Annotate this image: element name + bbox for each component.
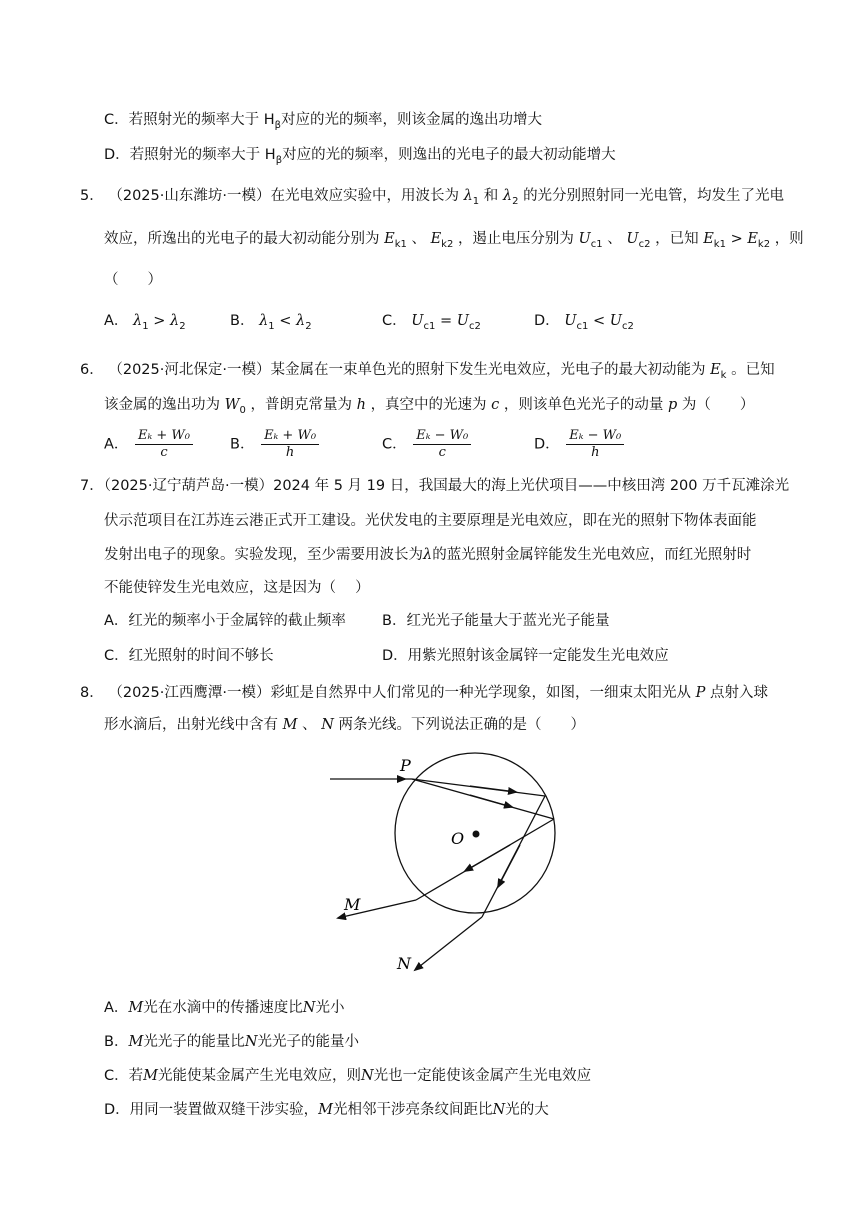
center-dot: [473, 831, 480, 838]
q7-option-d: D．用紫光照射该金属锌一定能发生光电效应: [382, 648, 669, 664]
q5-line-2: 效应，所逸出的光电子的最大初动能分别为 $E_{k1}$ 、 $E_{k2}$ ，遏止电压分别为 $U_{c1}$ 、 $U_{c2}$ ，已知 $E_{k1} > E_{k2}$ ，则: [104, 231, 804, 250]
q7-line-2: 伏示范项目在江苏连云港正式开工建设。光伏发电的主要原理是光电效应，即在光的照射下物体表面能: [104, 513, 757, 529]
q6-option-a: A． $\frac{\text{Eₖ + W₀}}{c}$: [104, 428, 195, 461]
q8-line-1: 8． （2025·江西鹰潭·一模）彩虹是自然界中人们常见的一种光学现象，如图，一细束太阳光从 P 点射入球: [80, 685, 768, 701]
q5-option-d: D． $U_{c1} < U_{c2}$: [534, 313, 634, 332]
q5-option-c: C． $U_{c1} = U_{c2}$: [382, 313, 481, 332]
q6-option-d: D． $\frac{\text{Eₖ − W₀}}{h}$: [534, 428, 626, 461]
q8-option-b: B．M光光子的能量比N光光子的能量小: [104, 1034, 359, 1050]
rainbow-droplet-diagram: [320, 750, 580, 990]
q6-option-c: C． $\frac{\text{Eₖ − W₀}}{c}$: [382, 428, 473, 461]
q7-line-1: 7．（2025·辽宁葫芦岛·一模）2024 年 5 月 19 日，我国最大的海上光伏项目——中核田湾 200 万千瓦滩涂光: [80, 478, 790, 494]
exit-ray-n: [415, 917, 482, 970]
q7-option-a: A．红光的频率小于金属锌的截止频率: [104, 613, 346, 629]
q8-line-2: 形水滴后，出射光线中含有 M 、 N 两条光线。下列说法正确的是（ ）: [104, 717, 585, 733]
fraction: $\frac{\text{Eₖ + W₀}}{c}$: [135, 428, 193, 461]
label-n: N: [397, 954, 411, 973]
label-o: O: [451, 829, 465, 848]
q5-option-b: B． $\lambda_1 < \lambda_2$: [230, 313, 312, 332]
q8-option-d: D．用同一装置做双缝干涉实验，M光相邻干涉亮条纹间距比N光的大: [104, 1102, 549, 1118]
q7-line-4: 不能使锌发生光电效应，这是因为（ ）: [104, 580, 370, 596]
q8-option-a: A．M光在水滴中的传播速度比N光小: [104, 1000, 345, 1016]
label-p: P: [400, 756, 411, 775]
q7-line-3: 发射出电子的现象。实验发现，至少需要用波长为λ的蓝光照射金属锌能发生光电效应，而红光照射时: [104, 547, 752, 563]
q4-option-c: C．若照射光的频率大于 $H_\beta$对应的光的频率，则该金属的逸出功增大: [104, 112, 543, 131]
q5-option-a: A． $\lambda_1 > \lambda_2$: [104, 313, 186, 332]
q6-line-1: 6． （2025·河北保定·一模）某金属在一束单色光的照射下发生光电效应，光电子的最大初动能为 $E_k$ 。已知: [80, 362, 775, 381]
q7-option-b: B．红光光子能量大于蓝光光子能量: [382, 613, 610, 629]
q5-line-1: 5． （2025·山东潍坊·一模）在光电效应实验中，用波长为 $\lambda_1$ 和 $\lambda_2$ 的光分别照射同一光电管，均发生了光电: [80, 188, 785, 207]
q6-option-b: B． $\frac{\text{Eₖ + W₀}}{h}$: [230, 428, 321, 461]
label-m: M: [344, 895, 361, 914]
q4-option-d: D．若照射光的频率大于 $H_\beta$对应的光的频率，则逸出的光电子的最大初动能增大: [104, 147, 616, 166]
fraction: $\frac{\text{Eₖ − W₀}}{c}$: [413, 428, 471, 461]
q5-line-3: （ ）: [104, 272, 162, 288]
q8-option-c: C．若M光能使某金属产生光电效应，则N光也一定能使该金属产生光电效应: [104, 1068, 592, 1084]
q7-option-c: C．红光照射的时间不够长: [104, 648, 274, 664]
fraction: $\frac{\text{Eₖ − W₀}}{h}$: [566, 428, 624, 461]
fraction: $\frac{\text{Eₖ + W₀}}{h}$: [261, 428, 319, 461]
q6-line-2: 该金属的逸出功为 $W_0$ ，普朗克常量为 h ，真空中的光速为 c ，则该单色光光子的动量 p 为（ ）: [104, 397, 755, 416]
